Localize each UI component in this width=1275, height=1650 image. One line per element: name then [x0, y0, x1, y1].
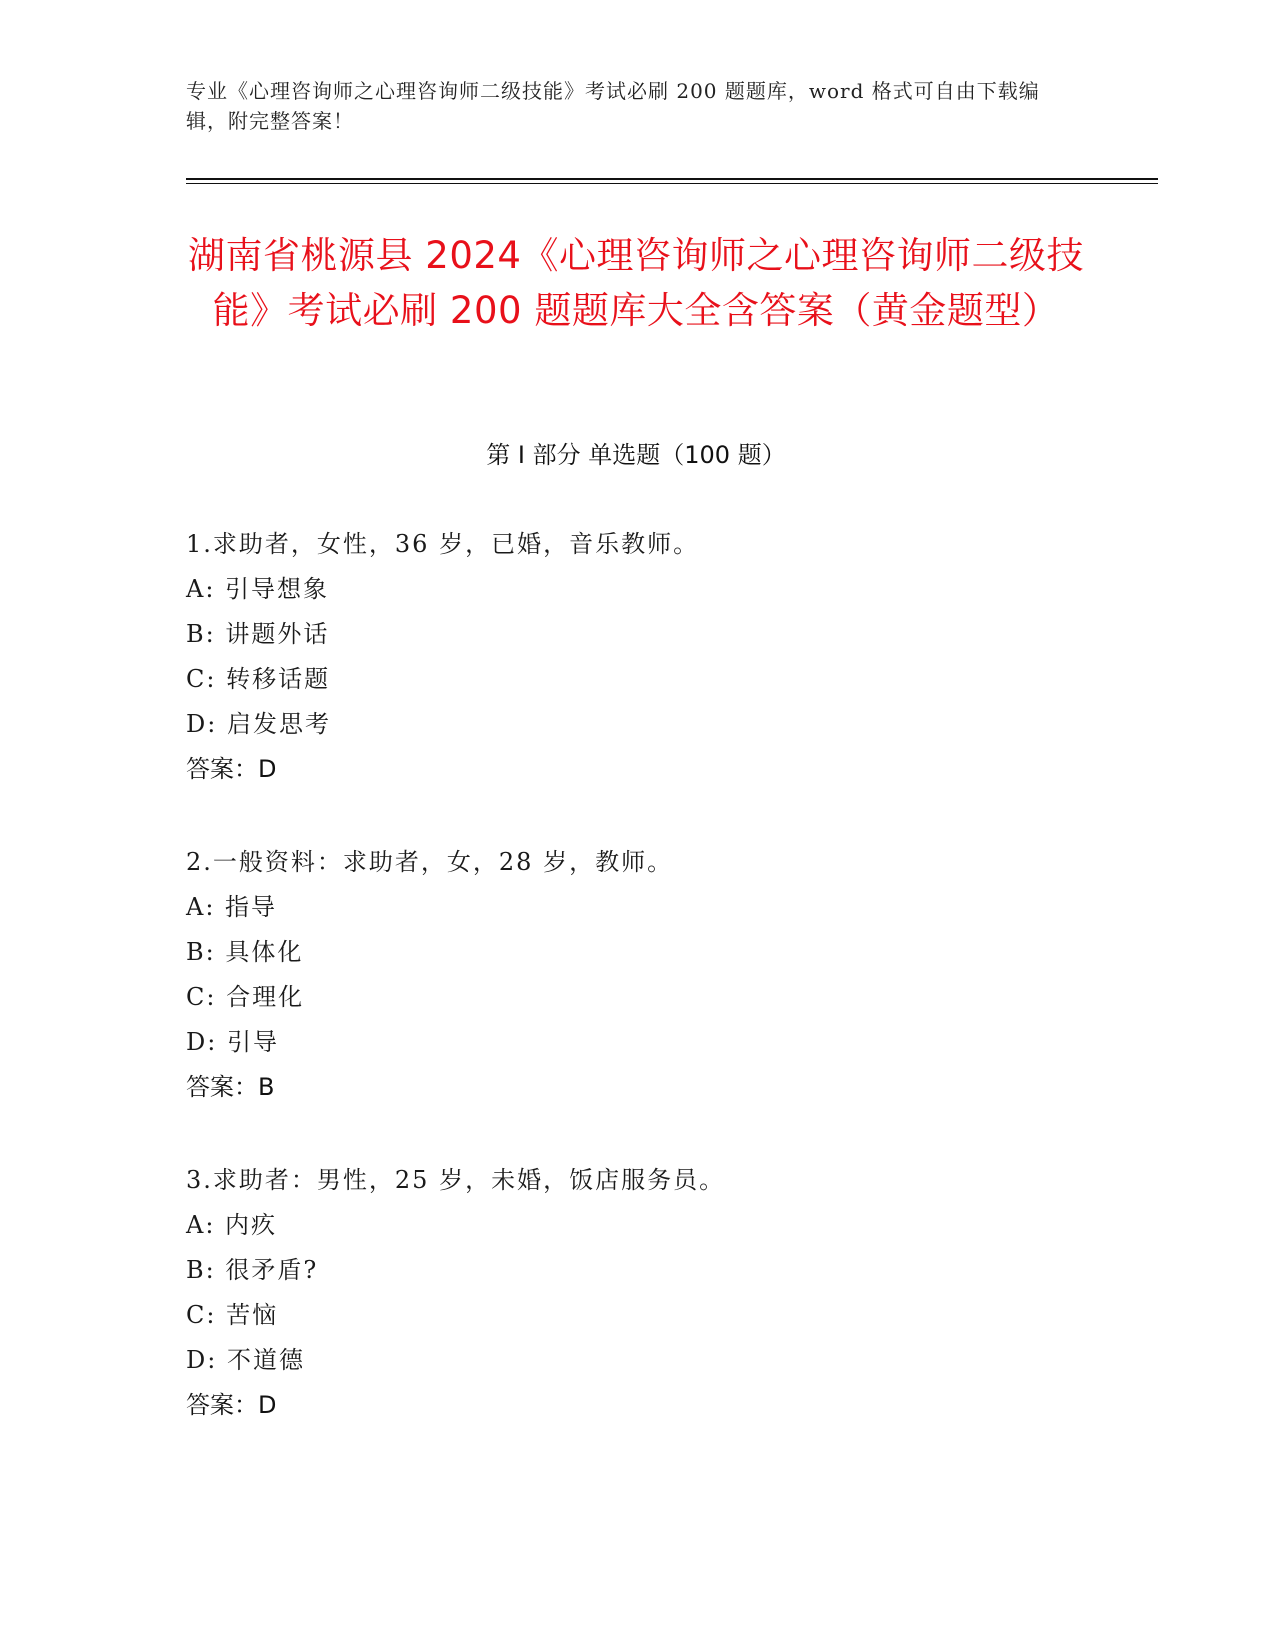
- option-c: C: 合理化: [186, 983, 305, 1011]
- option-d: D: 启发思考: [186, 710, 331, 738]
- option-d: D: 引导: [186, 1028, 279, 1056]
- header-divider-thin: [186, 183, 1158, 184]
- option-a: A: 内疚: [186, 1211, 278, 1239]
- question-2: [186, 840, 1086, 1110]
- question-1: [186, 522, 1086, 792]
- option-c: C: 苦恼: [186, 1301, 279, 1329]
- option-a: A: 指导: [186, 893, 278, 921]
- question-stem: 2.一般资料：求助者，女，28 岁，教师。: [186, 848, 674, 876]
- option-b: B: 讲题外话: [186, 620, 330, 648]
- question-3: [186, 1158, 1086, 1428]
- option-d: D: 不道德: [186, 1346, 305, 1374]
- question-stem: 3.求助者：男性，25 岁，未婚，饭店服务员。: [186, 1166, 726, 1194]
- option-b: B: 具体化: [186, 938, 304, 966]
- option-c: C: 转移话题: [186, 665, 331, 693]
- answer: 答案：D: [186, 1391, 277, 1419]
- section-title: 第 I 部分 单选题（100 题）: [486, 441, 786, 469]
- option-b: B: 很矛盾?: [186, 1256, 319, 1284]
- question-stem: 1.求助者，女性，36 岁，已婚，音乐教师。: [186, 530, 700, 558]
- header-note: 专业《心理咨询师之心理咨询师二级技能》考试必刷 200 题题库，word 格式可自由下载编辑，附完整答案！: [186, 79, 1040, 133]
- option-a: A: 引导想象: [186, 575, 330, 603]
- document-title: 湖南省桃源县 2024《心理咨询师之心理咨询师二级技能》考试必刷 200 题题库大全含答案（黄金题型）: [188, 234, 1084, 332]
- answer: 答案：B: [186, 1073, 275, 1101]
- header-divider-thick: [186, 178, 1158, 180]
- answer: 答案：D: [186, 755, 277, 783]
